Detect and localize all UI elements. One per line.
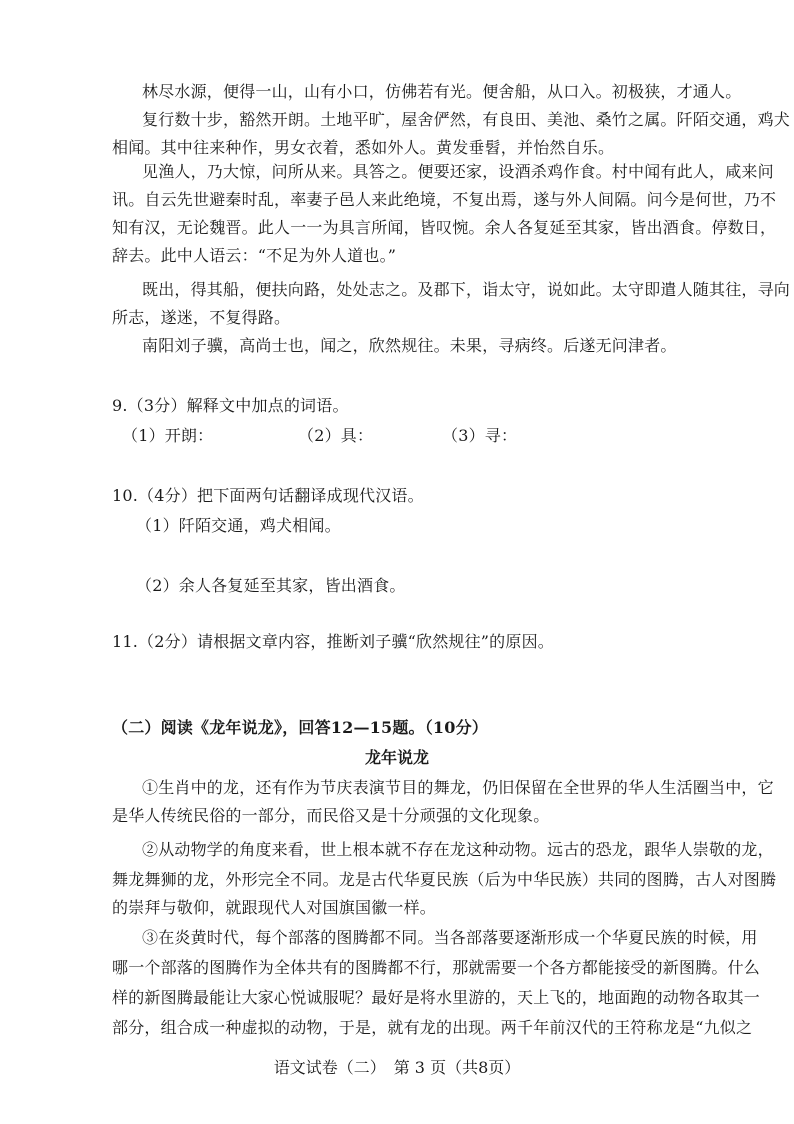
passage-line: 辞去。此中人语云：“不足为外人道也。”: [112, 246, 397, 265]
article-line: 部分，组合成一种虚拟的动物，于是，就有龙的出现。两千年前汉代的王符称龙是“九似之: [112, 1018, 753, 1037]
passage-line: 讯。自云先世避秦时乱，率妻子邑人来此绝境，不复出焉，遂与外人间隔。问今是何世，乃不: [112, 190, 777, 209]
passage-line: 见渔人，乃大惊，问所从来。具答之。便要还家，设酒杀鸡作食。村中闻有此人，咸来问: [142, 162, 774, 181]
passage-line: 南阳刘子骥，高尚士也，闻之，欣然规往。未果，寻病终。后遂无问津者。: [142, 336, 677, 355]
passage-line: 复行数十步，豁然开朗。土地平旷，屋舍俨然，有良田、美池、桑竹之属。阡陌交通，鸡犬: [142, 110, 791, 129]
article-title: 龙年说龙: [364, 748, 429, 767]
passage-line: 所志，遂迷，不复得路。: [112, 308, 291, 327]
page-footer: 语文试卷（二） 第 3 页（共8页）: [273, 1058, 521, 1077]
article-line: 样的新图腾最能让大家心悦诚服呢？最好是将水里游的，天上飞的，地面跑的动物各取其一: [112, 988, 761, 1007]
article-line: ②从动物学的角度来看，世上根本就不存在龙这种动物。远古的恐龙，跟华人崇敬的龙，: [142, 840, 774, 859]
passage-line: 相闻。其中往来种作，男女衣着，悉如外人。黄发垂髫，并怡然自乐。: [112, 138, 615, 157]
article-line: 是华人传统民俗的一部分，而民俗又是十分顽强的文化现象。: [112, 806, 550, 825]
section-2-header: （二）阅读《龙年说龙》，回答12—15题。（10分）: [112, 718, 488, 737]
question-10-item-2: （2）余人各复延至其家，皆出酒食。: [136, 576, 406, 595]
question-10-stem: 10.（4分）把下面两句话翻译成现代汉语。: [112, 486, 424, 505]
passage-line: 林尽水源，便得一山，山有小口，仿佛若有光。便舍船，从口入。初极狭，才通人。: [142, 82, 742, 101]
question-9-item-2: （2）具：: [298, 426, 374, 445]
question-9-item-1: （1）开朗：: [122, 426, 214, 445]
article-line: 舞龙舞狮的龙，外形完全不同。龙是古代华夏民族（后为中华民族）共同的图腾，古人对图腾: [112, 870, 777, 889]
question-9-stem: 9.（3分）解释文中加点的词语。: [112, 396, 349, 415]
article-line: ①生肖中的龙，还有作为节庆表演节目的舞龙，仍旧保留在全世界的华人生活圈当中，它: [142, 778, 774, 797]
article-line: ③在炎黄时代，每个部落的图腾都不同。当各部落要逐渐形成一个华夏民族的时候，用: [142, 928, 758, 947]
question-9-item-3: （3）寻：: [442, 426, 518, 445]
question-10-item-1: （1）阡陌交通，鸡犬相闻。: [136, 516, 341, 535]
question-11-stem: 11.（2分）请根据文章内容，推断刘子骥“欣然规往”的原因。: [112, 632, 554, 651]
passage-line: 知有汉，无论魏晋。此人一一为具言所闻，皆叹惋。余人各复延至其家，皆出酒食。停数日，: [112, 218, 777, 237]
passage-line: 既出，得其船，便扶向路，处处志之。及郡下，诣太守，说如此。太守即遣人随其往，寻向: [142, 280, 791, 299]
article-line: 的崇拜与敬仰，就跟现代人对国旗国徽一样。: [112, 898, 437, 917]
article-line: 哪一个部落的图腾作为全体共有的图腾都不行，那就需要一个各方都能接受的新图腾。什么: [112, 958, 761, 977]
